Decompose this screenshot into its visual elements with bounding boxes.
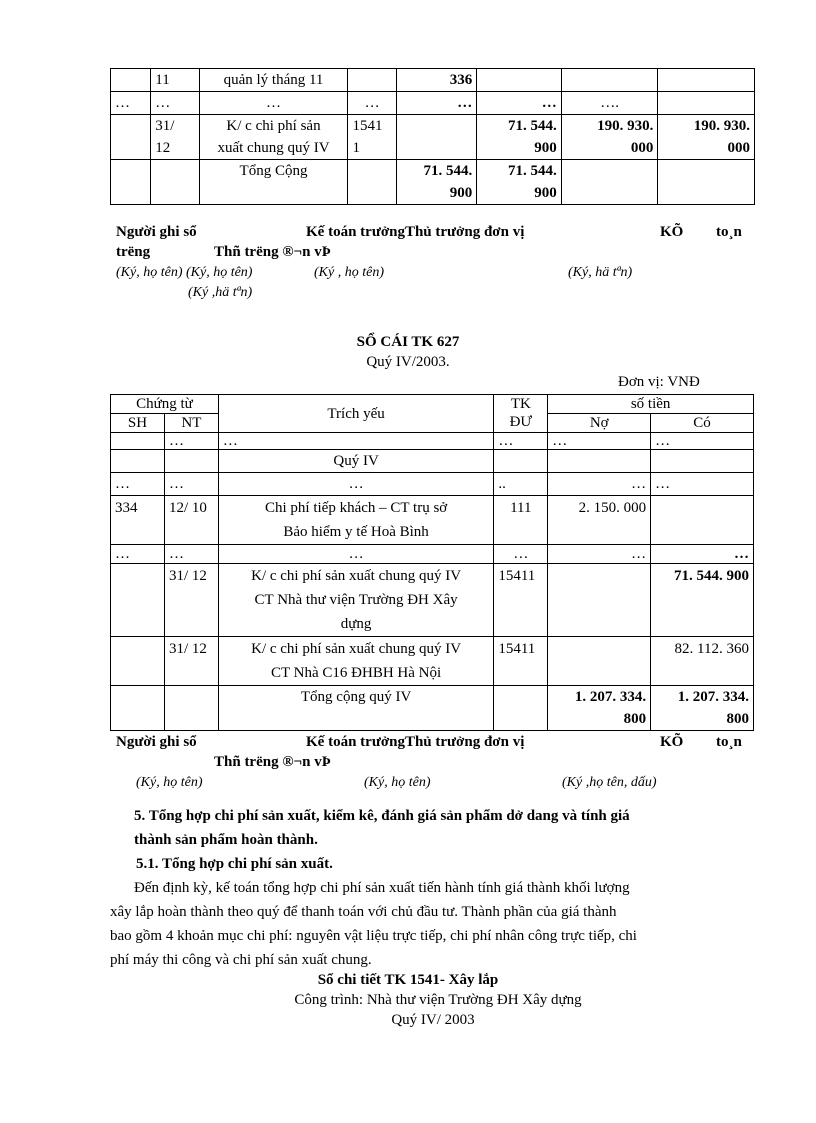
table-row: … … … … …: [111, 433, 754, 450]
ledger-period: Quý IV/2003.: [366, 354, 450, 370]
paragraph-line: Đến định kỳ, kế toán tổng hợp chi phí sản xuất tiến hành tính giá thành khối lượng: [134, 880, 630, 896]
ledger-unit: Đơn vị: VNĐ: [618, 374, 700, 390]
table-row: … … … … … …: [111, 545, 754, 564]
ledger-table: [110, 394, 754, 731]
paragraph-line: bao gồm 4 khoản mục chi phí: nguyên vật liệu trực tiếp, chi phí nhân công trực tiếp, chi: [110, 928, 637, 944]
paragraph-line: phí máy thi công và chi phí sản xuất chung.: [110, 952, 372, 968]
header-row: Chứng từ Trích yếu TK ĐƯ số tiền: [111, 395, 754, 414]
table-row: 334 12/ 10 Chi phí tiếp khách – CT trụ sở Bảo hiểm y tế Hoà Bình 111 2. 150. 000: [111, 496, 754, 545]
section-heading-5-cont: thành sản phẩm hoàn thành.: [134, 832, 318, 848]
detail-title: Sổ chi tiết TK 1541- Xây lắp: [317, 972, 499, 988]
table-row: 11 quản lý tháng 11 336: [111, 69, 755, 92]
table-row: 31/ 12 K/ c chi phí sản xuất chung quý IV CT Nhà thư viện Trường ĐH Xây dựng 15411 71. 544. 900: [111, 564, 754, 637]
table-row: 31/ 12 K/ c chi phí sản xuất chung quý IV CT Nhà C16 ĐHBH Hà Nội 15411 82. 112. 360: [111, 637, 754, 686]
paragraph-line: xây lắp hoàn thành theo quý để thanh toán với chủ đầu tư. Thành phần của giá thành: [110, 904, 617, 920]
header-row: SH NT Nợ Có: [111, 414, 754, 433]
detail-project: Công trình: Nhà thư viện Trường ĐH Xây dựng: [294, 992, 582, 1008]
detail-period: Quý IV/ 2003: [391, 1012, 475, 1028]
section-heading-5: 5. Tổng hợp chi phí sản xuất, kiểm kê, đánh giá sản phẩm dở dang và tính giá: [134, 808, 630, 824]
section-heading-5-1: 5.1. Tổng hợp chi phí sản xuất.: [136, 856, 333, 872]
table-row: … … … .. … …: [111, 473, 754, 496]
ledger-title: SỔ CÁI TK 627: [356, 334, 460, 350]
table-row: Tổng cộng quý IV 1. 207. 334. 800 1. 207. 334. 800: [111, 686, 754, 731]
table-row: 31/ 12 K/ c chi phí sản xuất chung quý IV 1541 1 71. 544. 900 190. 930. 000 190. 930. 000: [111, 115, 755, 160]
table-row: Tổng Cộng 71. 544. 900 71. 544. 900: [111, 160, 755, 205]
table-row: … … … … … … ….: [111, 92, 755, 115]
table-row: Quý IV: [111, 450, 754, 473]
top-ledger-table: [110, 68, 755, 205]
